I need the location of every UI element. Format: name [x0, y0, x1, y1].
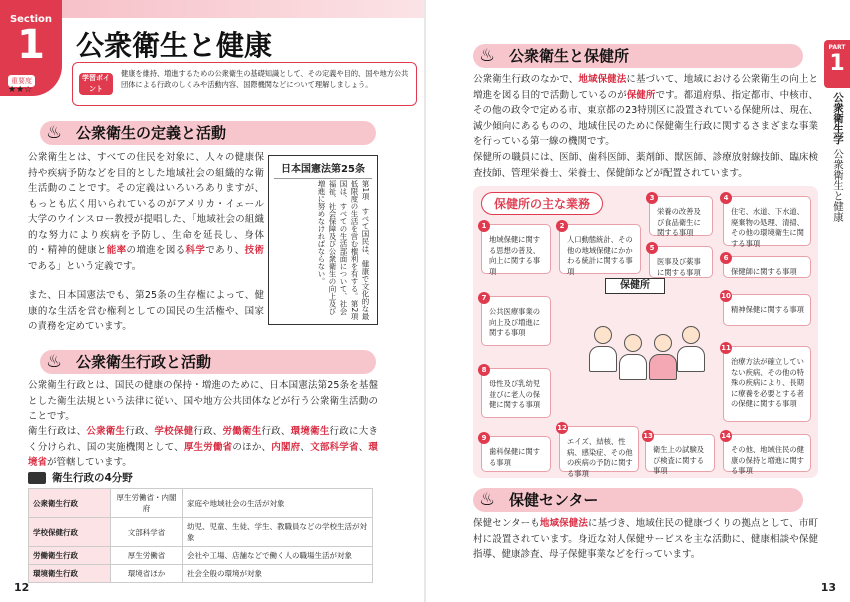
constitution-body: 第1項 すべて国民は、健康で文化的な最低限度の生活を営む権利を有する。第2項 国は、すべての生活部面について、社会福祉、社会保障及び公衆衛生の向上及び増進に努めなければならない。: [317, 180, 370, 328]
kw-mhlw: 厚生労働省: [183, 441, 233, 453]
p4-f: のほか、: [232, 441, 272, 453]
page-number-right: 13: [820, 581, 836, 594]
kw-mext: 文部科学省: [310, 441, 359, 453]
staff-person-icon: [677, 326, 705, 372]
duty-card: [723, 346, 811, 422]
rp1-c: です。都道府県、指定都市、中核市、その他の政令で定める市、東京都の23特別区に設置されている保健所は、現在、減少傾向にあるものの、地域住民のために保健衛生行政に関するさまざまな事業を行っている第一線の機関です。: [473, 89, 818, 147]
part-number: 1: [829, 51, 845, 76]
staff-person-icon: [619, 334, 647, 380]
cell-field: 学校保健行政: [29, 518, 111, 547]
p4-i: が管轄しています。: [47, 457, 132, 468]
duty-number: 13: [643, 432, 653, 440]
section-label: Section: [9, 14, 53, 25]
p4-b: 行政、: [125, 426, 155, 437]
p1-text-d: である」という定義です。: [28, 260, 142, 272]
diagram-title: 保健所の主な業務: [481, 192, 603, 215]
kw-moe: 環境省: [28, 441, 378, 468]
duty-card: [649, 246, 713, 278]
p4-a: 衛生行政は、: [28, 426, 87, 437]
side-sub: 公衆衛生と健康: [832, 148, 844, 222]
p1-text-a: 公衆衛生とは、すべての住民を対象に、人々の健康保持や疾病予防などを目的とした地域社会の組織的な衛生活動のことです。その定義はいろいろありますが、もっとも広く用いられているのがアメリカ・イェール大学のウインスロー教授が提唱した、「地域社会の組織的な努力により疾病を予防し、生命を延長し、身体的・精神的健康と: [28, 152, 264, 256]
section-badge: [0, 0, 62, 96]
staff-person-icon: [589, 326, 617, 372]
p4-h: 、: [358, 441, 369, 453]
cell-org: 厚生労働省: [111, 547, 183, 565]
chef-hat-icon: ♨: [479, 489, 496, 510]
duty-text: 治療方法が確立していない疾病、その他の特殊の疾病により、長期に療養を必要とする者の保健に関する事項: [731, 357, 804, 408]
duty-number: 1: [478, 220, 490, 232]
keyword-efficiency: 能率: [106, 245, 127, 256]
learning-point-text: 健康を維持、増進するための公衆衛生の基礎知識として、その定義や目的、国や地方公共団体による行政のしくみや活動内容、国際機関などについて理解しましょう。: [121, 69, 409, 89]
book-icon: [28, 472, 46, 484]
duty-number: 3: [646, 192, 658, 204]
duty-card: [559, 224, 641, 274]
duty-card: [481, 296, 551, 346]
learning-point-tag: 学習ポイント: [79, 73, 113, 95]
keyword-technique: 技術: [244, 245, 264, 256]
importance-label: 重要度: [8, 75, 35, 87]
duty-card: [481, 436, 551, 472]
right-page: [425, 0, 850, 602]
duty-text: 人口動態統計、その他の地域保健にかかわる統計に関する事項: [567, 235, 633, 276]
kw-env-health: 環境衛生: [290, 426, 330, 437]
duty-number: 5: [646, 242, 658, 254]
page-number-left: 12: [14, 581, 30, 594]
heading-definition: [40, 121, 376, 145]
constitution-box: [268, 155, 378, 328]
definition-paragraph: [28, 150, 264, 274]
duty-number: 12: [557, 424, 567, 432]
duty-card: [649, 196, 713, 236]
duty-card: [643, 432, 715, 475]
table-row: [29, 489, 373, 518]
cell-target: 社会全般の環境が対象: [183, 565, 373, 583]
importance-stars: ★★☆: [8, 85, 33, 95]
duty-number: 11: [721, 344, 731, 352]
table-row: [29, 565, 373, 583]
duty-card: [723, 196, 811, 246]
rp3-a: 保健センターも: [473, 518, 540, 529]
duty-number: 2: [556, 220, 568, 232]
health-center-sign: 保健所: [605, 278, 665, 294]
staff-person-icon: [649, 334, 677, 380]
duty-text: エイズ、結核、性病、感染症、その他の疾病の予防に関する事項: [567, 437, 633, 478]
duty-number: 9: [478, 432, 490, 444]
chef-hat-icon: ♨: [46, 122, 63, 143]
four-fields-subheading: [28, 470, 133, 485]
duty-card: [721, 432, 811, 475]
duty-text: 歯科保健に関する事項: [489, 447, 541, 467]
page-title: 公衆衛生と健康: [76, 29, 273, 62]
p4-g: 、: [300, 441, 311, 453]
cell-org: 文部科学省: [111, 518, 183, 547]
cell-field: 労働衛生行政: [29, 547, 111, 565]
rp1-b: に基づいて、地域における公衆衛生の向上と増進を図る目的で活動しているのが: [473, 74, 818, 101]
cell-field: 環境衛生行政: [29, 565, 111, 583]
duty-text: 栄養の改善及び食品衛生に関する事項: [657, 207, 701, 237]
keyword-science: 科学: [185, 245, 206, 256]
section-number: 1: [17, 22, 45, 68]
p1-text-b: の増進を図る: [126, 245, 186, 256]
side-main: 公衆衛生学: [832, 92, 844, 145]
duty-text: 地域保健に関する思想の普及、向上に関する事項: [489, 235, 541, 276]
duty-card: [557, 424, 639, 478]
duty-number: 8: [478, 364, 490, 376]
kw-cabinet: 内閣府: [271, 441, 301, 453]
part-tab: [824, 40, 850, 88]
p4-e: 行政に大きく分けられ、国の実施機関として、: [28, 426, 378, 453]
kw-regional-health-law: 地域保健法: [578, 74, 627, 85]
duty-number: 6: [720, 252, 732, 264]
cell-target: 幼児、児童、生徒、学生、教職員などの学校生活が対象: [183, 518, 373, 547]
constitution-title: 日本国憲法第25条: [274, 160, 372, 179]
table-row: [29, 547, 373, 565]
kw-labor-health: 労働衛生: [222, 426, 262, 437]
kw-regional-health-law-2: 地域保健法: [539, 518, 588, 529]
duty-text: 公共医療事業の向上及び増進に関する事項: [489, 307, 541, 337]
duty-number: 10: [721, 292, 731, 300]
duty-card: [723, 256, 811, 278]
chef-hat-icon: ♨: [479, 45, 496, 66]
health-center-duties-diagram: [473, 186, 818, 478]
heading-health-center-text: 公衆衛生と保健所: [509, 47, 630, 65]
duty-text: 保健師に関する事項: [731, 267, 797, 276]
kw-school-health: 学校保健: [154, 426, 194, 437]
learning-point-box: [72, 62, 417, 106]
health-center-paragraph: [473, 72, 818, 150]
kw-public-health: 公衆衛生: [86, 426, 126, 437]
heading-health-center-2: [473, 488, 803, 512]
fields-paragraph: [28, 424, 378, 471]
p4-d: 行政、: [261, 426, 291, 437]
chef-hat-icon: ♨: [46, 351, 63, 372]
duty-card: [723, 294, 811, 326]
part-label: PART: [828, 44, 846, 51]
duty-text: 衛生上の試験及び検査に関する事項: [653, 445, 705, 475]
heading-administration: [40, 350, 376, 374]
header-band: [62, 0, 425, 18]
four-fields-table: [28, 488, 373, 583]
p1-text-c: であり、: [205, 245, 245, 256]
health-center-illustration: [585, 278, 707, 406]
heading-definition-text: 公衆衛生の定義と活動: [76, 124, 227, 142]
duty-number: 7: [478, 292, 490, 304]
heading-health-center-2-text: 保健センター: [509, 491, 599, 509]
duty-text: その他、地域住民の健康の保持と増進に関する事項: [731, 445, 804, 475]
duty-text: 精神保健に関する事項: [731, 305, 804, 314]
cell-org: 環境省ほか: [111, 565, 183, 583]
four-fields-title: 衛生行政の4分野: [52, 472, 133, 484]
table-row: [29, 518, 373, 547]
rp1-a: 公衆衛生行政のなかで、: [473, 74, 579, 85]
health-center-2-paragraph: [473, 516, 818, 563]
duty-card: [481, 368, 551, 418]
kw-health-center: 保健所: [626, 89, 656, 101]
cell-target: 家庭や地域社会の生活が対象: [183, 489, 373, 518]
duty-text: 医事及び薬事に関する事項: [657, 257, 701, 277]
cell-target: 会社や工場、店舗などで働く人の職場生活が対象: [183, 547, 373, 565]
side-index: [828, 92, 846, 222]
duty-text: 母性及び乳幼児並びに老人の保健に関する事項: [489, 379, 541, 409]
staff-paragraph: 保健所の職員には、医師、歯科医師、薬剤師、獣医師、診療放射線技師、臨床検査技師、管理栄養士、栄養士、保健師などが配置されています。: [473, 152, 818, 179]
administration-paragraph: 公衆衛生行政とは、国民の健康の保持・増進のために、日本国憲法第25条を基盤とした衛生法規という法律に従い、国や地方公共団体などが行う公衆衛生活動のことです。: [28, 380, 378, 422]
duty-number: 14: [721, 432, 731, 440]
heading-administration-text: 公衆衛生行政と活動: [76, 353, 212, 371]
p4-c: 行政、: [193, 426, 223, 437]
constitution-paragraph: また、日本国憲法でも、第25条の生存権によって、健康的な生活を営む権利としての国民の生活権や、国家の責務を定めています。: [28, 290, 264, 332]
duty-text: 住宅、水道、下水道、廃棄物の処理、清掃、その他の環境衛生に関する事項: [731, 207, 804, 248]
rp3-b: に基づき、地域住民の健康づくりの拠点として、市町村に設置されています。身近な対人保健サービスを主な活動に、健康相談や保健指導、健康診査、母子保健事業などを行っています。: [473, 518, 818, 560]
cell-field: 公衆衛生行政: [29, 489, 111, 518]
heading-health-center: [473, 44, 803, 68]
duty-card: [481, 224, 551, 274]
cell-org: 厚生労働省・内閣府: [111, 489, 183, 518]
duty-number: 4: [720, 192, 732, 204]
